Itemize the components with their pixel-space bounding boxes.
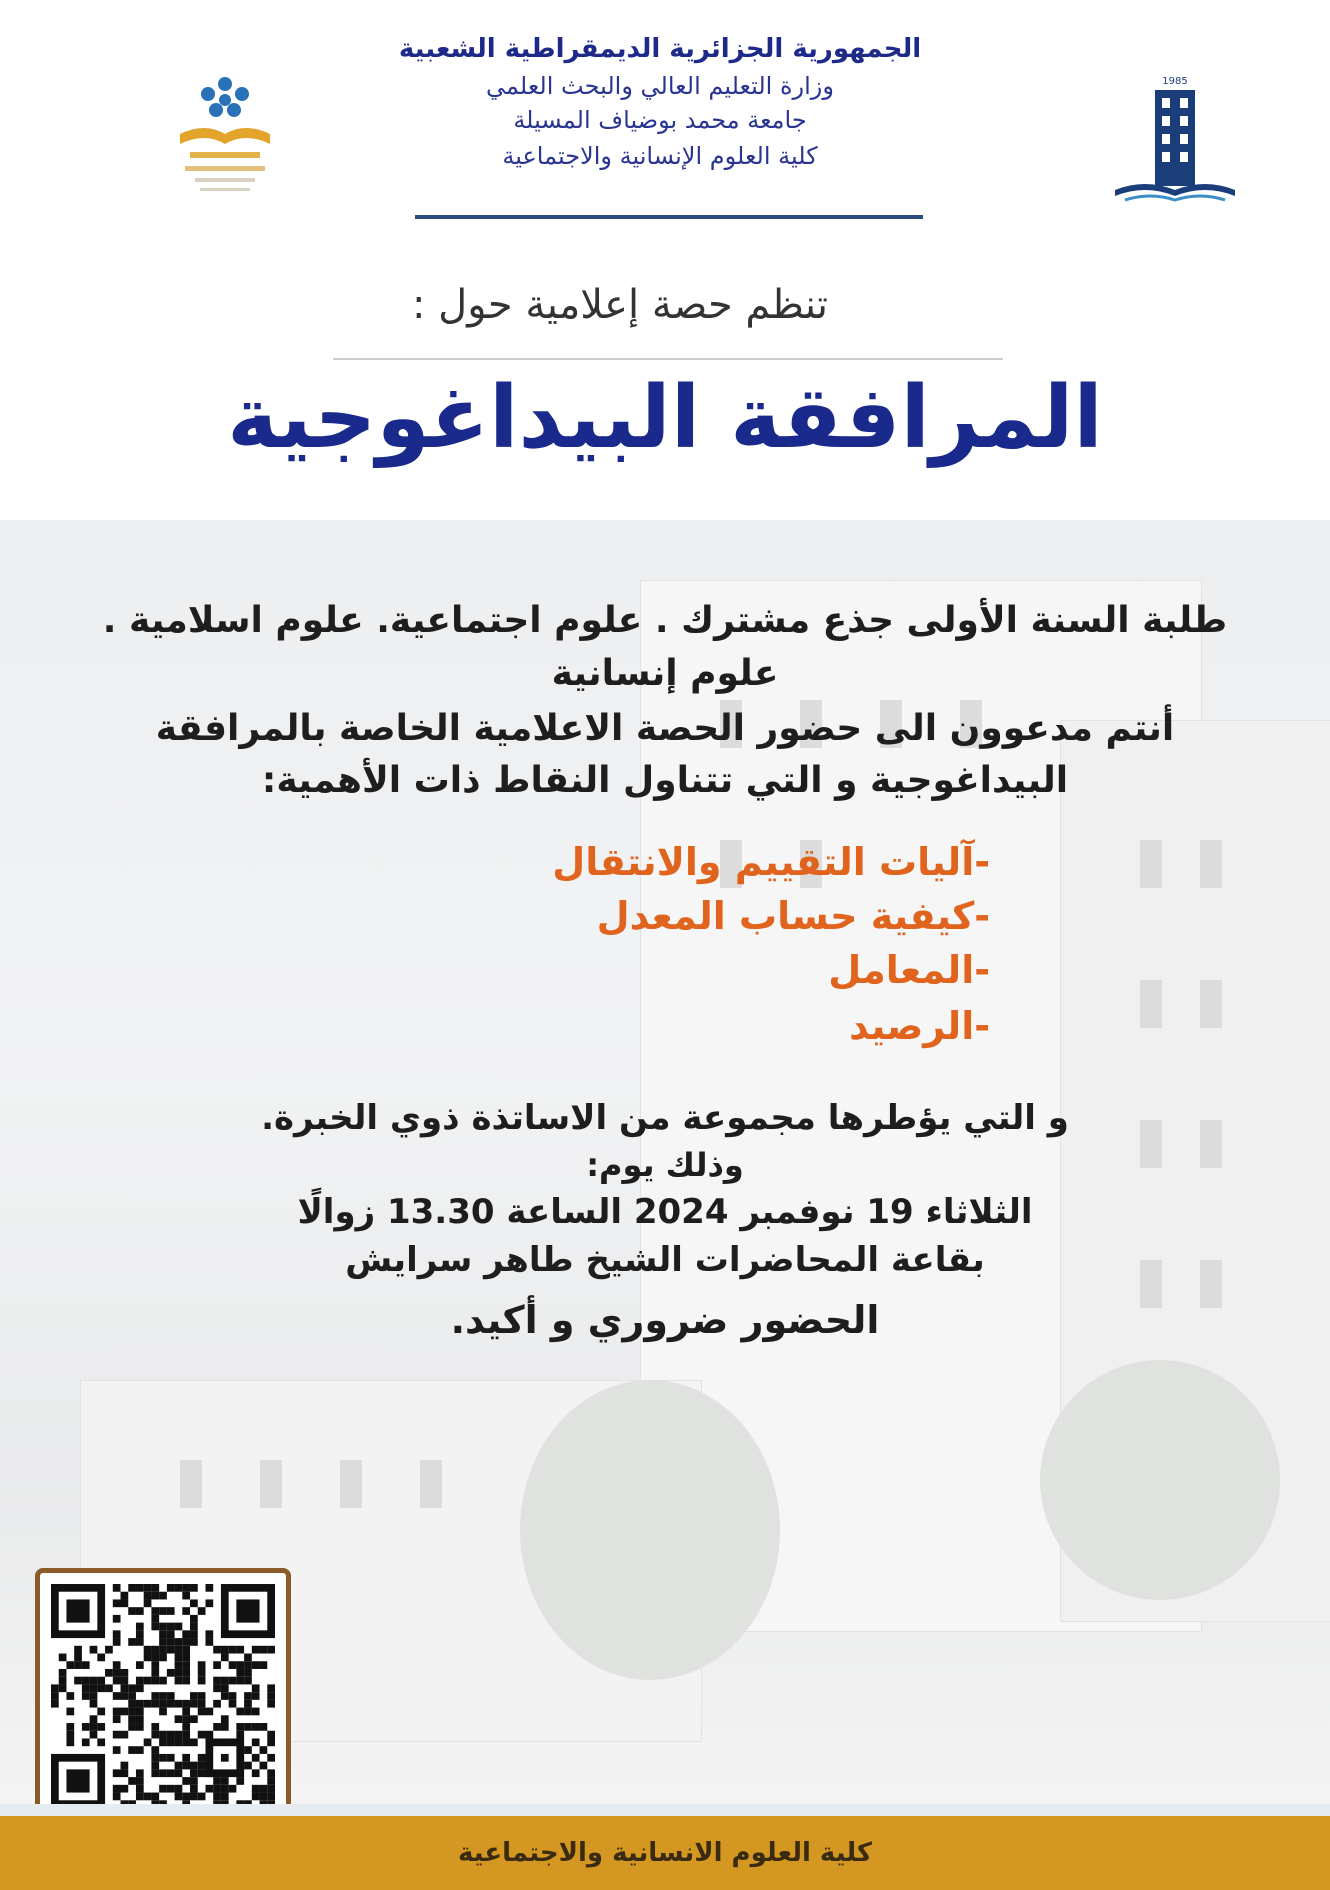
supervisors-text: و التي يؤطرها مجموعة من الاساتذة ذوي الخبرة. [261, 1098, 1069, 1138]
venue: بقاعة المحاضرات الشيخ طاهر سرايش [345, 1240, 985, 1280]
list-item: -الرصيد [849, 1004, 990, 1048]
page-title: المرافقة البيداغوجية [227, 368, 1103, 468]
svg-text:1985: 1985 [1162, 76, 1188, 87]
list-item: -المعامل [828, 948, 990, 992]
date-label: وذلك يوم: [586, 1146, 744, 1184]
intro-divider [333, 358, 1003, 360]
audience-text-cont: علوم إنسانية [551, 653, 779, 694]
footer-strip [0, 1804, 1330, 1816]
university-tower-logo-icon [1110, 72, 1240, 212]
header-divider [415, 215, 923, 219]
footer [0, 1816, 1330, 1890]
invitation-text: أنتم مدعوون الى حضور الحصة الاعلامية الخاصة بالمرافقة [155, 708, 1175, 749]
ministry-name: وزارة التعليم العالي والبحث العلمي [486, 72, 834, 100]
invitation-text-cont: البيداغوجية و التي تتناول النقاط ذات الأهمية: [261, 760, 1069, 801]
university-name: جامعة محمد بوضياف المسيلة [513, 106, 807, 134]
qr-code[interactable] [35, 1568, 291, 1824]
list-item: -آليات التقييم والانتقال [552, 840, 990, 884]
country-name: الجمهورية الجزائرية الديمقراطية الشعبية [398, 34, 922, 64]
intro-text: تنظم حصة إعلامية حول : [411, 282, 829, 328]
qr-code-icon [51, 1584, 275, 1808]
footer-faculty-name: كلية العلوم الانسانية والاجتماعية [457, 1838, 873, 1868]
date-time: الثلاثاء 19 نوفمبر 2024 الساعة 13.30 زوالًا [297, 1192, 1033, 1232]
faculty-logo-icon [160, 72, 290, 212]
list-item: -كيفية حساب المعدل [596, 894, 990, 938]
header [0, 0, 1330, 520]
attendance-note: الحضور ضروري و أكيد. [450, 1298, 880, 1342]
audience-text: طلبة السنة الأولى جذع مشترك . علوم اجتماعية. علوم اسلامية . [102, 600, 1228, 641]
faculty-name: كلية العلوم الإنسانية والاجتماعية [502, 142, 818, 170]
